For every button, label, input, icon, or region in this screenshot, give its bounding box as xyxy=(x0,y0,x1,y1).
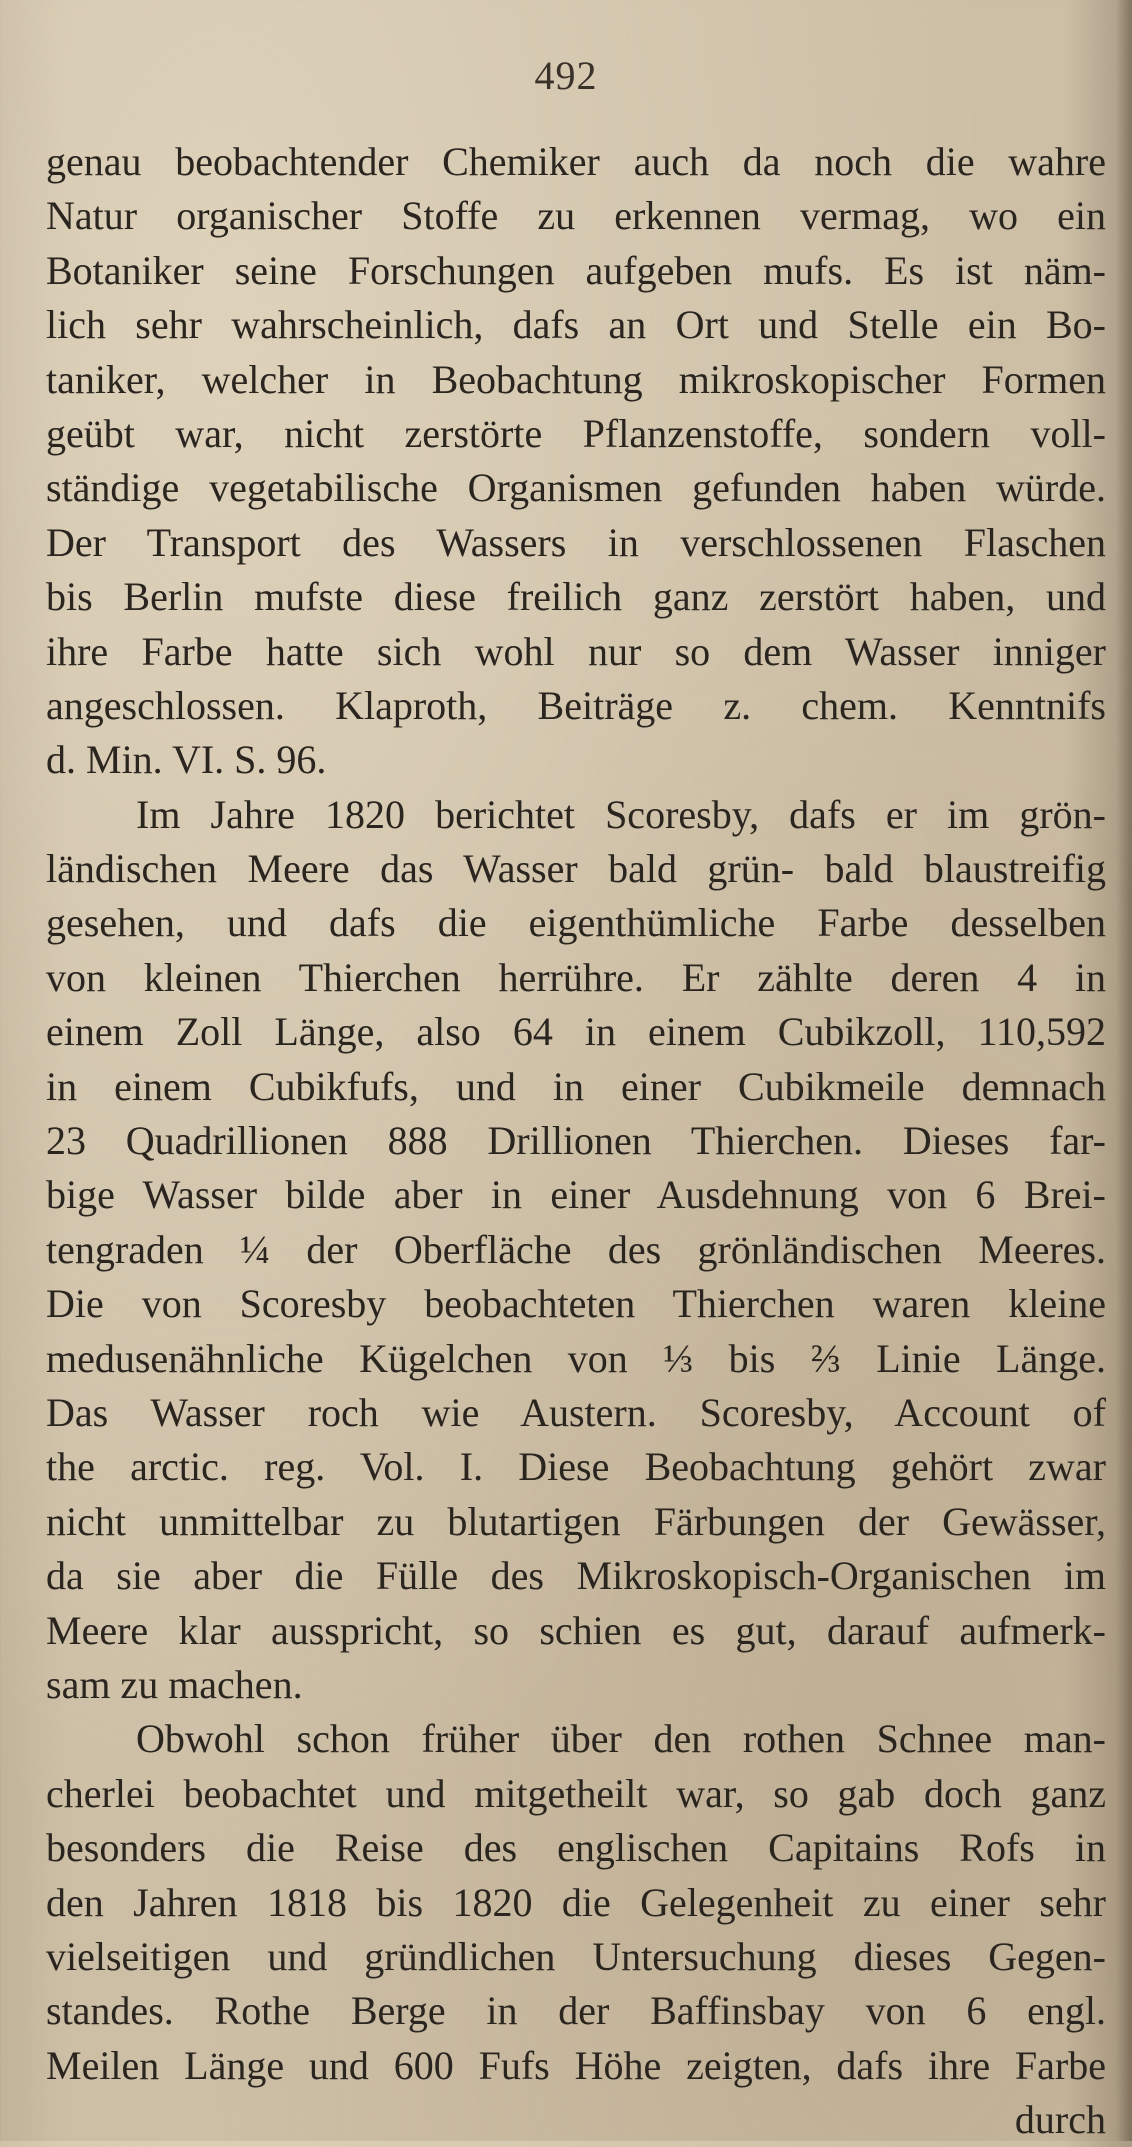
text-line: Botaniker seine Forschungen aufgeben mufs. Es ist näm- xyxy=(46,247,1106,293)
text-line: d. Min. VI. S. 96. xyxy=(46,737,327,783)
text-line: besonders die Reise des englischen Capitains Rofs in xyxy=(46,1825,1106,1871)
catchword: durch xyxy=(1014,2097,1106,2143)
text-line: angeschlossen. Klaproth, Beiträge z. chem. Kenntnifs xyxy=(46,682,1106,728)
text-line: 23 Quadrillionen 888 Drillionen Thierchen. Dieses far- xyxy=(46,1118,1106,1164)
text-line: gesehen, und dafs die eigenthümliche Farbe desselben xyxy=(46,900,1106,946)
text-line: vielseitigen und gründlichen Untersuchung dieses Gegen- xyxy=(46,1933,1106,1979)
paragraph-start-line: Obwohl schon früher über den rothen Schnee man- xyxy=(136,1716,1106,1762)
text-line: geübt war, nicht zerstörte Pflanzenstoffe, sondern voll- xyxy=(46,410,1106,456)
text-line: Das Wasser roch wie Austern. Scoresby, Account of xyxy=(46,1389,1106,1435)
text-line: the arctic. reg. Vol. I. Diese Beobachtung gehört zwar xyxy=(46,1444,1106,1490)
page-edge-shadow xyxy=(1116,0,1132,2141)
paragraph-start-line: Im Jahre 1820 berichtet Scoresby, dafs er im grön- xyxy=(136,791,1106,837)
text-line: ihre Farbe hatte sich wohl nur so dem Wasser inniger xyxy=(46,628,1106,674)
text-line: lich sehr wahrscheinlich, dafs an Ort und Stelle ein Bo- xyxy=(46,302,1106,348)
text-line: Natur organischer Stoffe zu erkennen vermag, wo ein xyxy=(46,193,1106,239)
text-line: einem Zoll Länge, also 64 in einem Cubikzoll, 110,592 xyxy=(46,1009,1106,1055)
text-line: Die von Scoresby beobachteten Thierchen waren kleine xyxy=(46,1281,1106,1327)
text-line: da sie aber die Fülle des Mikroskopisch-Organischen im xyxy=(46,1553,1106,1599)
text-line: tengraden ¼ der Oberfläche des grönländischen Meeres. xyxy=(46,1226,1106,1272)
text-line: genau beobachtender Chemiker auch da noch die wahre xyxy=(46,139,1106,184)
text-line: in einem Cubikfufs, und in einer Cubikmeile demnach xyxy=(46,1063,1106,1109)
text-line: bige Wasser bilde aber in einer Ausdehnung von 6 Brei- xyxy=(46,1172,1106,1218)
text-line: medusenähnliche Kügelchen von ⅓ bis ⅔ Linie Länge. xyxy=(46,1335,1106,1381)
page-number: 492 xyxy=(534,53,598,98)
text-line: Meere klar ausspricht, so schien es gut, darauf aufmerk- xyxy=(46,1607,1106,1653)
text-line: ständige vegetabilische Organismen gefunden haben würde. xyxy=(46,465,1106,511)
text-line: ländischen Meere das Wasser bald grün- bald blaustreifig xyxy=(46,846,1106,892)
text-line: standes. Rothe Berge in der Baffinsbay von 6 engl. xyxy=(46,1988,1106,2034)
text-line: cherlei beobachtet und mitgetheilt war, so gab doch ganz xyxy=(46,1770,1106,1816)
body-text xyxy=(46,135,1106,2147)
text-line: bis Berlin mufste diese freilich ganz zerstört haben, und xyxy=(46,574,1106,620)
text-line: von kleinen Thierchen herrühre. Er zählte deren 4 in xyxy=(46,954,1106,1000)
text-line: Der Transport des Wassers in verschlossenen Flaschen xyxy=(46,519,1106,565)
text-line: den Jahren 1818 bis 1820 die Gelegenheit zu einer sehr xyxy=(46,1879,1106,1925)
text-line: nicht unmittelbar zu blutartigen Färbungen der Gewässer, xyxy=(46,1498,1106,1544)
text-line: taniker, welcher in Beobachtung mikroskopischer Formen xyxy=(46,356,1106,402)
text-line: sam zu machen. xyxy=(46,1661,303,1707)
text-line: Meilen Länge und 600 Fufs Höhe zeigten, dafs ihre Farbe xyxy=(46,2042,1106,2088)
